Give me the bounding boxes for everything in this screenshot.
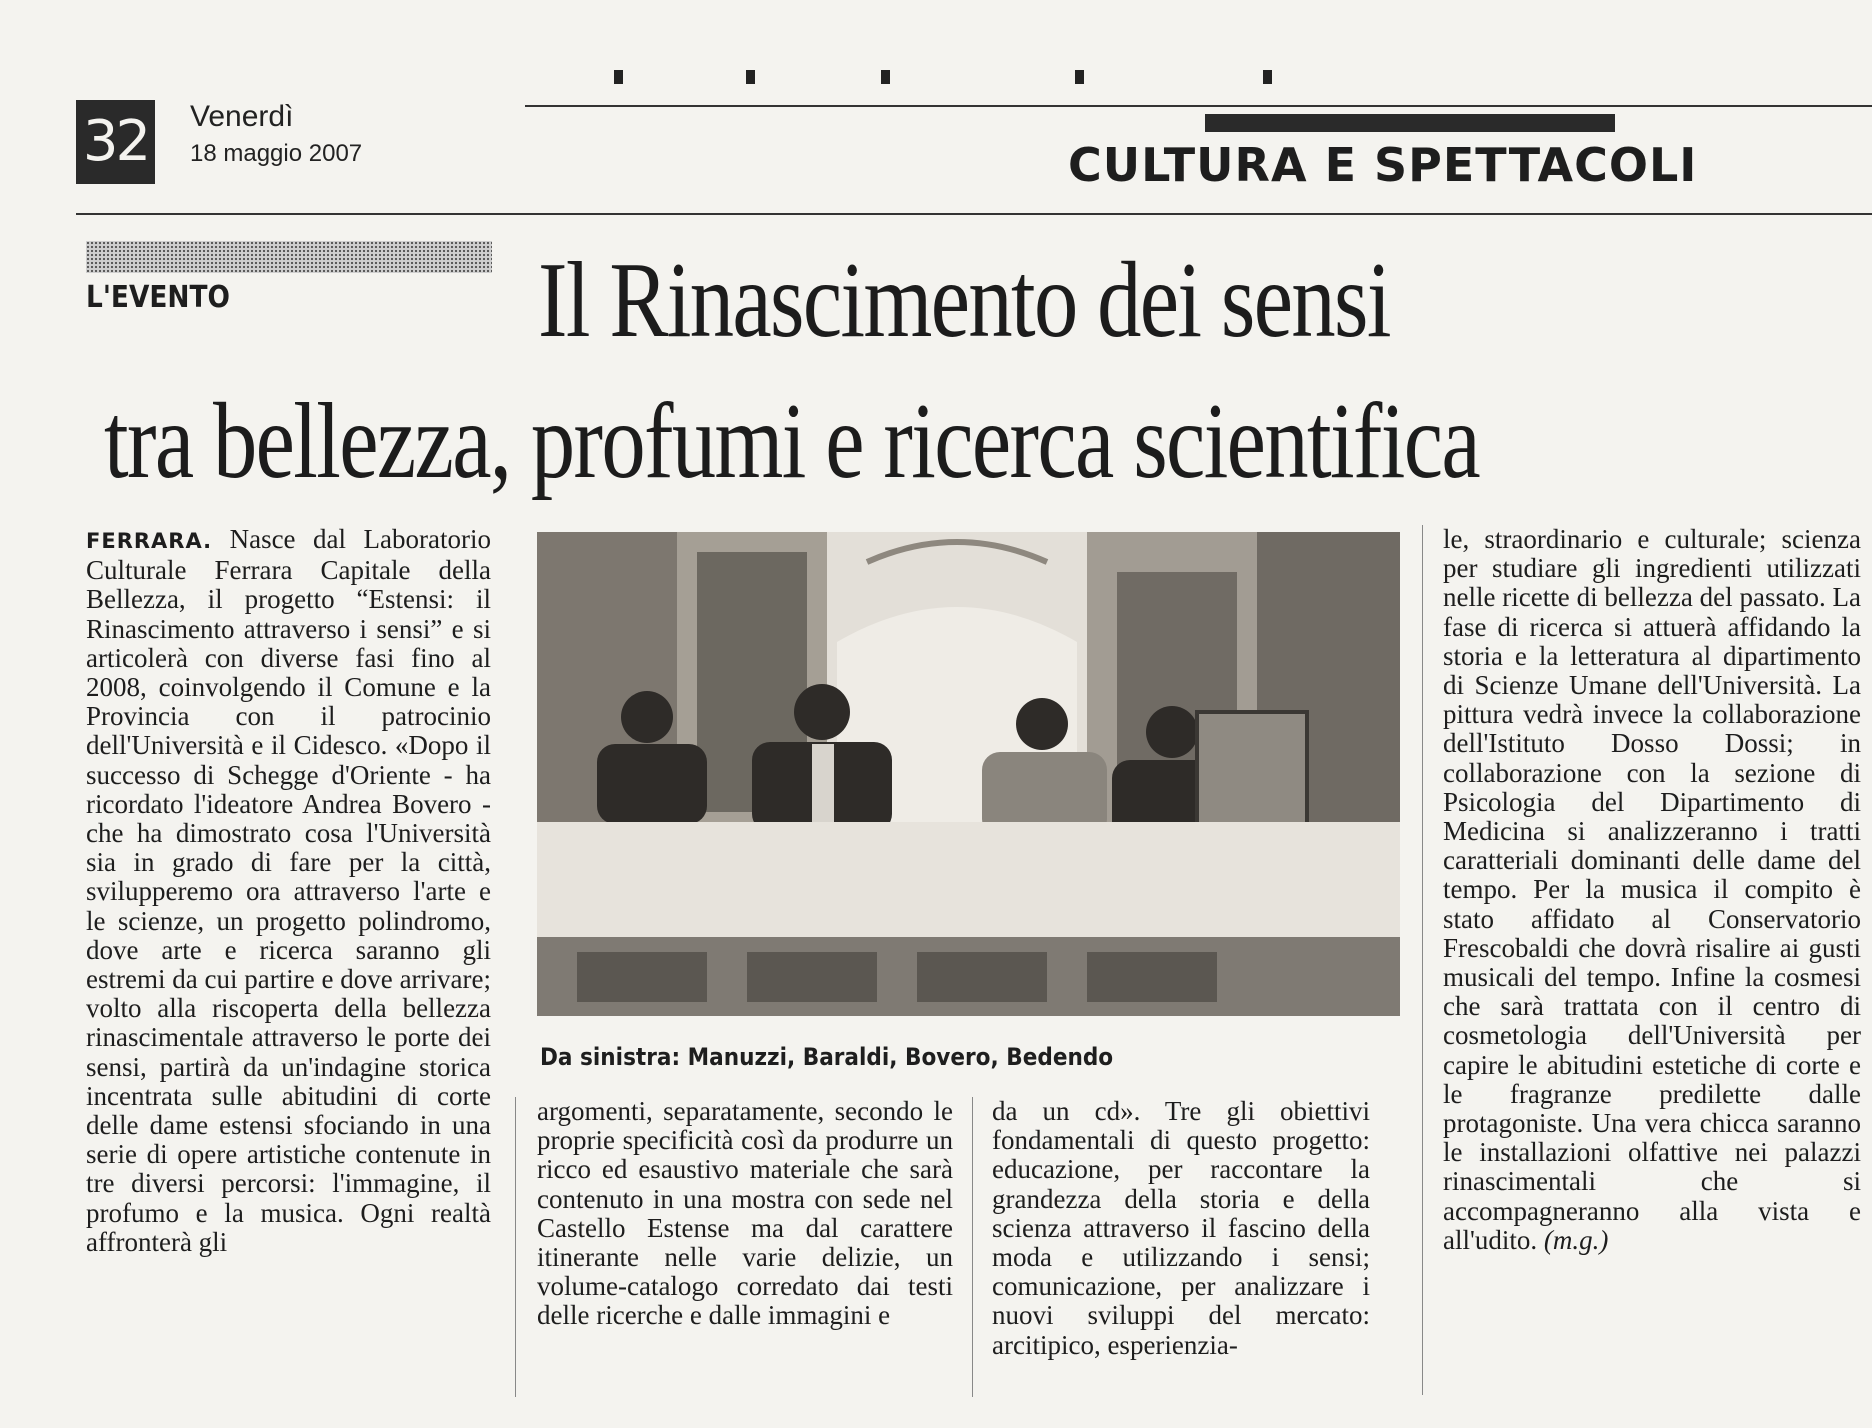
headline-line-2: tra bellezza, profumi e ricerca scientifica [104,382,1480,501]
photo-illustration [537,532,1400,1016]
section-title: CULTURA E SPETTACOLI [1068,138,1698,192]
registration-mark [1263,70,1272,84]
section-bar [1205,114,1615,132]
kicker-label: L'EVENTO [86,280,230,315]
registration-mark [881,70,890,84]
registration-mark [1075,70,1084,84]
article-column-3: da un cd». Tre gli obiettivi fondamentali di questo progetto: educazione, per raccontare la grandezza della storia e della scienza attraverso il fascino della moda e utilizzando i sensi; comunicazione, per analizzare i nuovi sviluppi del mercato: arcitipico, esperienzia- [992,1096,1370,1360]
author-signature: (m.g.) [1543,1224,1609,1255]
article-column-4 [1443,525,1861,1255]
dateline: FERRARA. [86,529,213,553]
issue-date: 18 maggio 2007 [190,140,363,167]
column-1-text: Nasce dal Laboratorio Culturale Ferrara Capitale della Bellezza, il progetto “Estensi: il Rinascimento attraverso i sensi” e si articolerà con diverse fasi fino al 2008, coinvolgendo il Comune e la Provincia con il patrocinio dell'Università e il Cidesco. «Dopo il successo di Schegge d'Oriente - ha ricordato l'ideatore Andrea Bovero - che ha dimostrato cosa l'Università sia in grado di fare per la città, svilupperemo ora attraverso l'arte e le scienze, un progetto polindromo, dove arte e ricerca saranno gli estremi da cui partire e dove arrivare; volto alla riscoperta della bellezza rinascimentale attraverso le porte dei sensi, partirà da un'indagine storica incentrata sulle abitudini di corte delle dame estensi sfociando in una serie di opere artistiche contenute in tre diversi percorsi: l'immagine, il profumo e la musica. Ogni realtà affronterà gli [86,524,491,1257]
article-column-1 [86,525,491,1257]
column-divider [1422,525,1423,1395]
header-rule [76,213,1872,215]
kicker-pattern [86,241,492,273]
page-number: 32 [76,100,155,184]
column-divider [515,1097,516,1397]
article-photo [537,532,1400,1016]
headline-line-1: Il Rinascimento dei sensi [538,241,1390,360]
column-divider [972,1097,973,1397]
issue-day: Venerdì [190,100,294,133]
registration-mark [746,70,755,84]
top-rule [525,105,1872,107]
photo-caption: Da sinistra: Manuzzi, Baraldi, Bovero, Bedendo [540,1043,1114,1071]
column-4-text: le, straordinario e culturale; scienza per studiare gli ingredienti utilizzati nelle ricette di bellezza del passato. La fase di ricerca si attuerà affidando la storia e la letteratura al dipartimento di Scienze Umane dell'Università. La pittura vedrà invece la collaborazione dell'Istituto Dosso Dossi; in collaborazione con la sezione di Psicologia del Dipartimento di Medicina si analizzeranno i tratti caratteriali dominanti delle dame del tempo. Per la musica il compito è stato affidato al Conservatorio Frescobaldi che dovrà risalire ai gusti musicali del tempo. Infine la cosmesi che sarà trattata con il centro di cosmetologia dell'Università per capire le abitudini estetiche di corte e le fragranze predilette dalle protagoniste. Una vera chicca saranno le installazioni olfattive nei palazzi rinascimentali che si accompagneranno alla vista e all'udito. [1443,524,1861,1255]
registration-mark [614,70,623,84]
article-column-2: argomenti, separatamente, secondo le proprie specificità così da produrre un ricco ed esaustivo materiale che sarà contenuto in una mostra con sede nel Castello Estense ma dal carattere itinerante nelle varie delizie, un volume-catalogo corredato dai testi delle ricerche e dalle immagini e [537,1096,953,1331]
